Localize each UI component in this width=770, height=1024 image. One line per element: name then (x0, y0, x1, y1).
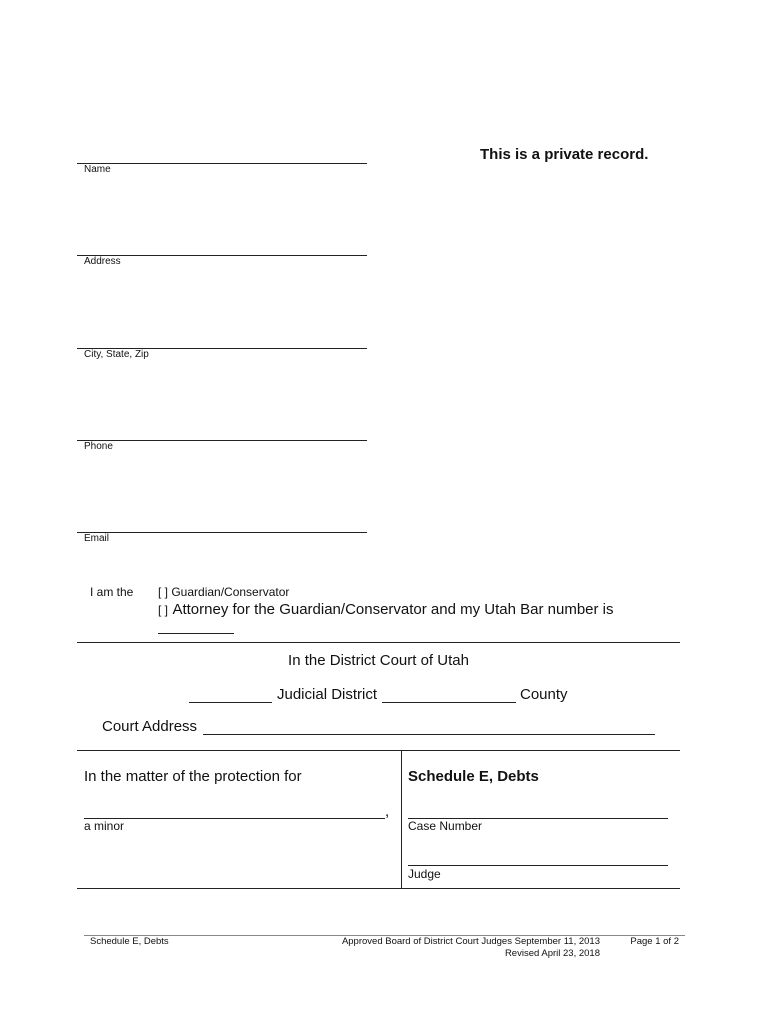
phone-line[interactable] (77, 440, 367, 441)
guardian-conservator-option[interactable]: [ ] Guardian/Conservator (158, 585, 290, 599)
judge-line[interactable] (408, 865, 668, 866)
county-line[interactable] (382, 702, 516, 703)
matter-label: In the matter of the protection for (84, 768, 302, 785)
county-label: County (520, 686, 568, 703)
minor-comma: , (385, 803, 390, 820)
name-label: Name (84, 164, 111, 175)
footer-approved: Approved Board of District Court Judges September 11, 2013 (341, 936, 600, 947)
court-title: In the District Court of Utah (288, 652, 469, 669)
footer-page-number: Page 1 of 2 (630, 936, 679, 947)
case-number-label: Case Number (408, 819, 483, 833)
name-line[interactable] (77, 163, 367, 164)
court-address-line[interactable] (203, 734, 655, 735)
minor-name-line[interactable] (84, 818, 385, 819)
city-state-zip-label: City, State, Zip (84, 349, 149, 360)
email-label: Email (84, 533, 110, 544)
address-label: Address (84, 256, 121, 267)
email-line[interactable] (77, 532, 367, 533)
caption-divider (401, 750, 402, 888)
bar-number-line[interactable] (158, 633, 234, 634)
attorney-option-label: Attorney for the Guardian/Conservator and my Utah Bar number is (172, 601, 614, 618)
judicial-district-label: Judicial District (277, 686, 378, 703)
footer-revised: Revised April 23, 2018 (504, 948, 600, 959)
footer-form-name: Schedule E, Debts (90, 936, 169, 947)
phone-label: Phone (84, 441, 113, 452)
caption-bottom-border (77, 888, 680, 889)
court-address-label: Court Address (102, 718, 198, 735)
role-intro: I am the (90, 585, 134, 599)
section-divider-top (77, 642, 680, 643)
schedule-title: Schedule E, Debts (408, 768, 539, 785)
judge-label: Judge (408, 867, 441, 881)
attorney-option[interactable] (158, 601, 614, 619)
private-record-notice: This is a private record. (480, 146, 649, 163)
caption-top-border (77, 750, 680, 751)
minor-label: a minor (84, 819, 125, 833)
judicial-district-line[interactable] (189, 702, 272, 703)
attorney-checkbox[interactable]: [ ] (158, 603, 169, 617)
